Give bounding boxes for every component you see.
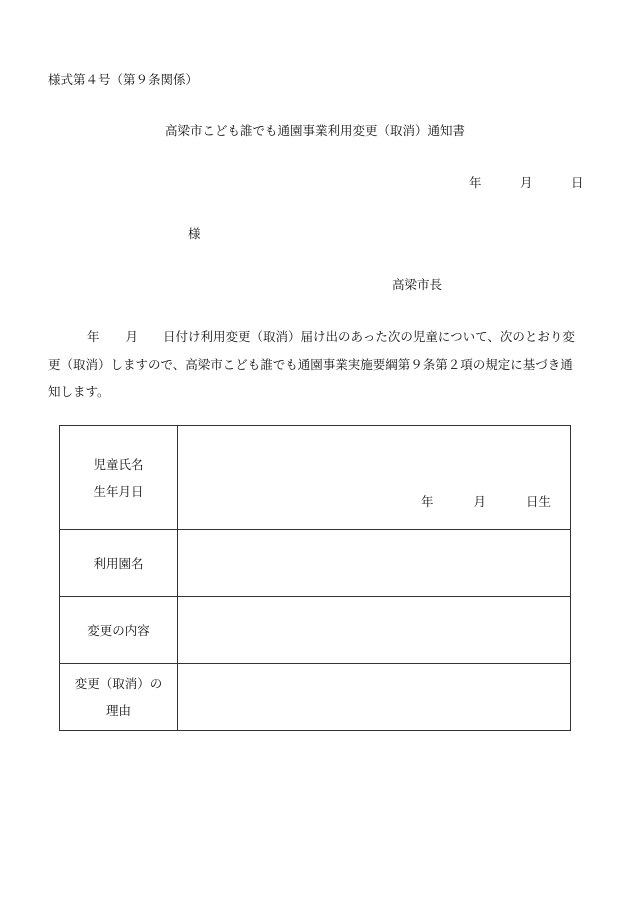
reason-value-cell[interactable] bbox=[178, 664, 571, 731]
document-title: 高梁市こども誰でも通園事業利用変更（取消）通知書 bbox=[164, 123, 465, 138]
table-row-kindergarten bbox=[60, 530, 571, 597]
birthdate-label: 生年月日 bbox=[93, 483, 144, 499]
change-content-label: 変更の内容 bbox=[60, 597, 178, 664]
addressee-suffix: 様 bbox=[188, 226, 201, 241]
birthdate-line bbox=[421, 492, 551, 510]
birth-month-label: 月 bbox=[473, 494, 486, 509]
reason-label-line-1: 変更（取消）の bbox=[74, 676, 163, 691]
table-row-reason bbox=[60, 664, 571, 731]
date-year-label: 年 bbox=[469, 175, 482, 190]
body-text-line-1 bbox=[48, 327, 575, 345]
issuer-name: 高梁市長 bbox=[392, 277, 443, 292]
birth-year-label: 年 bbox=[420, 494, 434, 509]
body-line-1-rest: 日付け利用変更（取消）届け出のあった次の児童について、次のとおり変 bbox=[163, 329, 575, 344]
body-text-line-3: 知します。 bbox=[48, 384, 110, 399]
table-row-child bbox=[60, 426, 571, 530]
date-month-label: 月 bbox=[520, 175, 533, 190]
reason-label-line-2: 理由 bbox=[105, 703, 131, 718]
kindergarten-value-cell[interactable] bbox=[178, 530, 571, 597]
table-row-change-content bbox=[60, 597, 571, 664]
child-label-cell bbox=[60, 426, 178, 530]
change-content-value-cell[interactable] bbox=[178, 597, 571, 664]
body-text-line-2: 更（取消）しますので、高梁市こども誰でも通園事業実施要綱第９条第２項の規定に基づき通 bbox=[48, 357, 573, 372]
kindergarten-label: 利用園名 bbox=[60, 530, 178, 597]
child-value-cell[interactable] bbox=[178, 426, 571, 530]
reason-label-cell bbox=[60, 664, 178, 731]
date-day-label: 日 bbox=[571, 175, 584, 190]
form-number: 様式第４号（第９条関係） bbox=[48, 72, 199, 87]
child-name-label: 児童氏名 bbox=[93, 456, 144, 472]
body-month-label: 月 bbox=[125, 329, 139, 344]
info-table bbox=[59, 425, 571, 731]
birth-day-label: 日生 bbox=[525, 494, 551, 509]
body-year-label: 年 bbox=[87, 329, 100, 344]
